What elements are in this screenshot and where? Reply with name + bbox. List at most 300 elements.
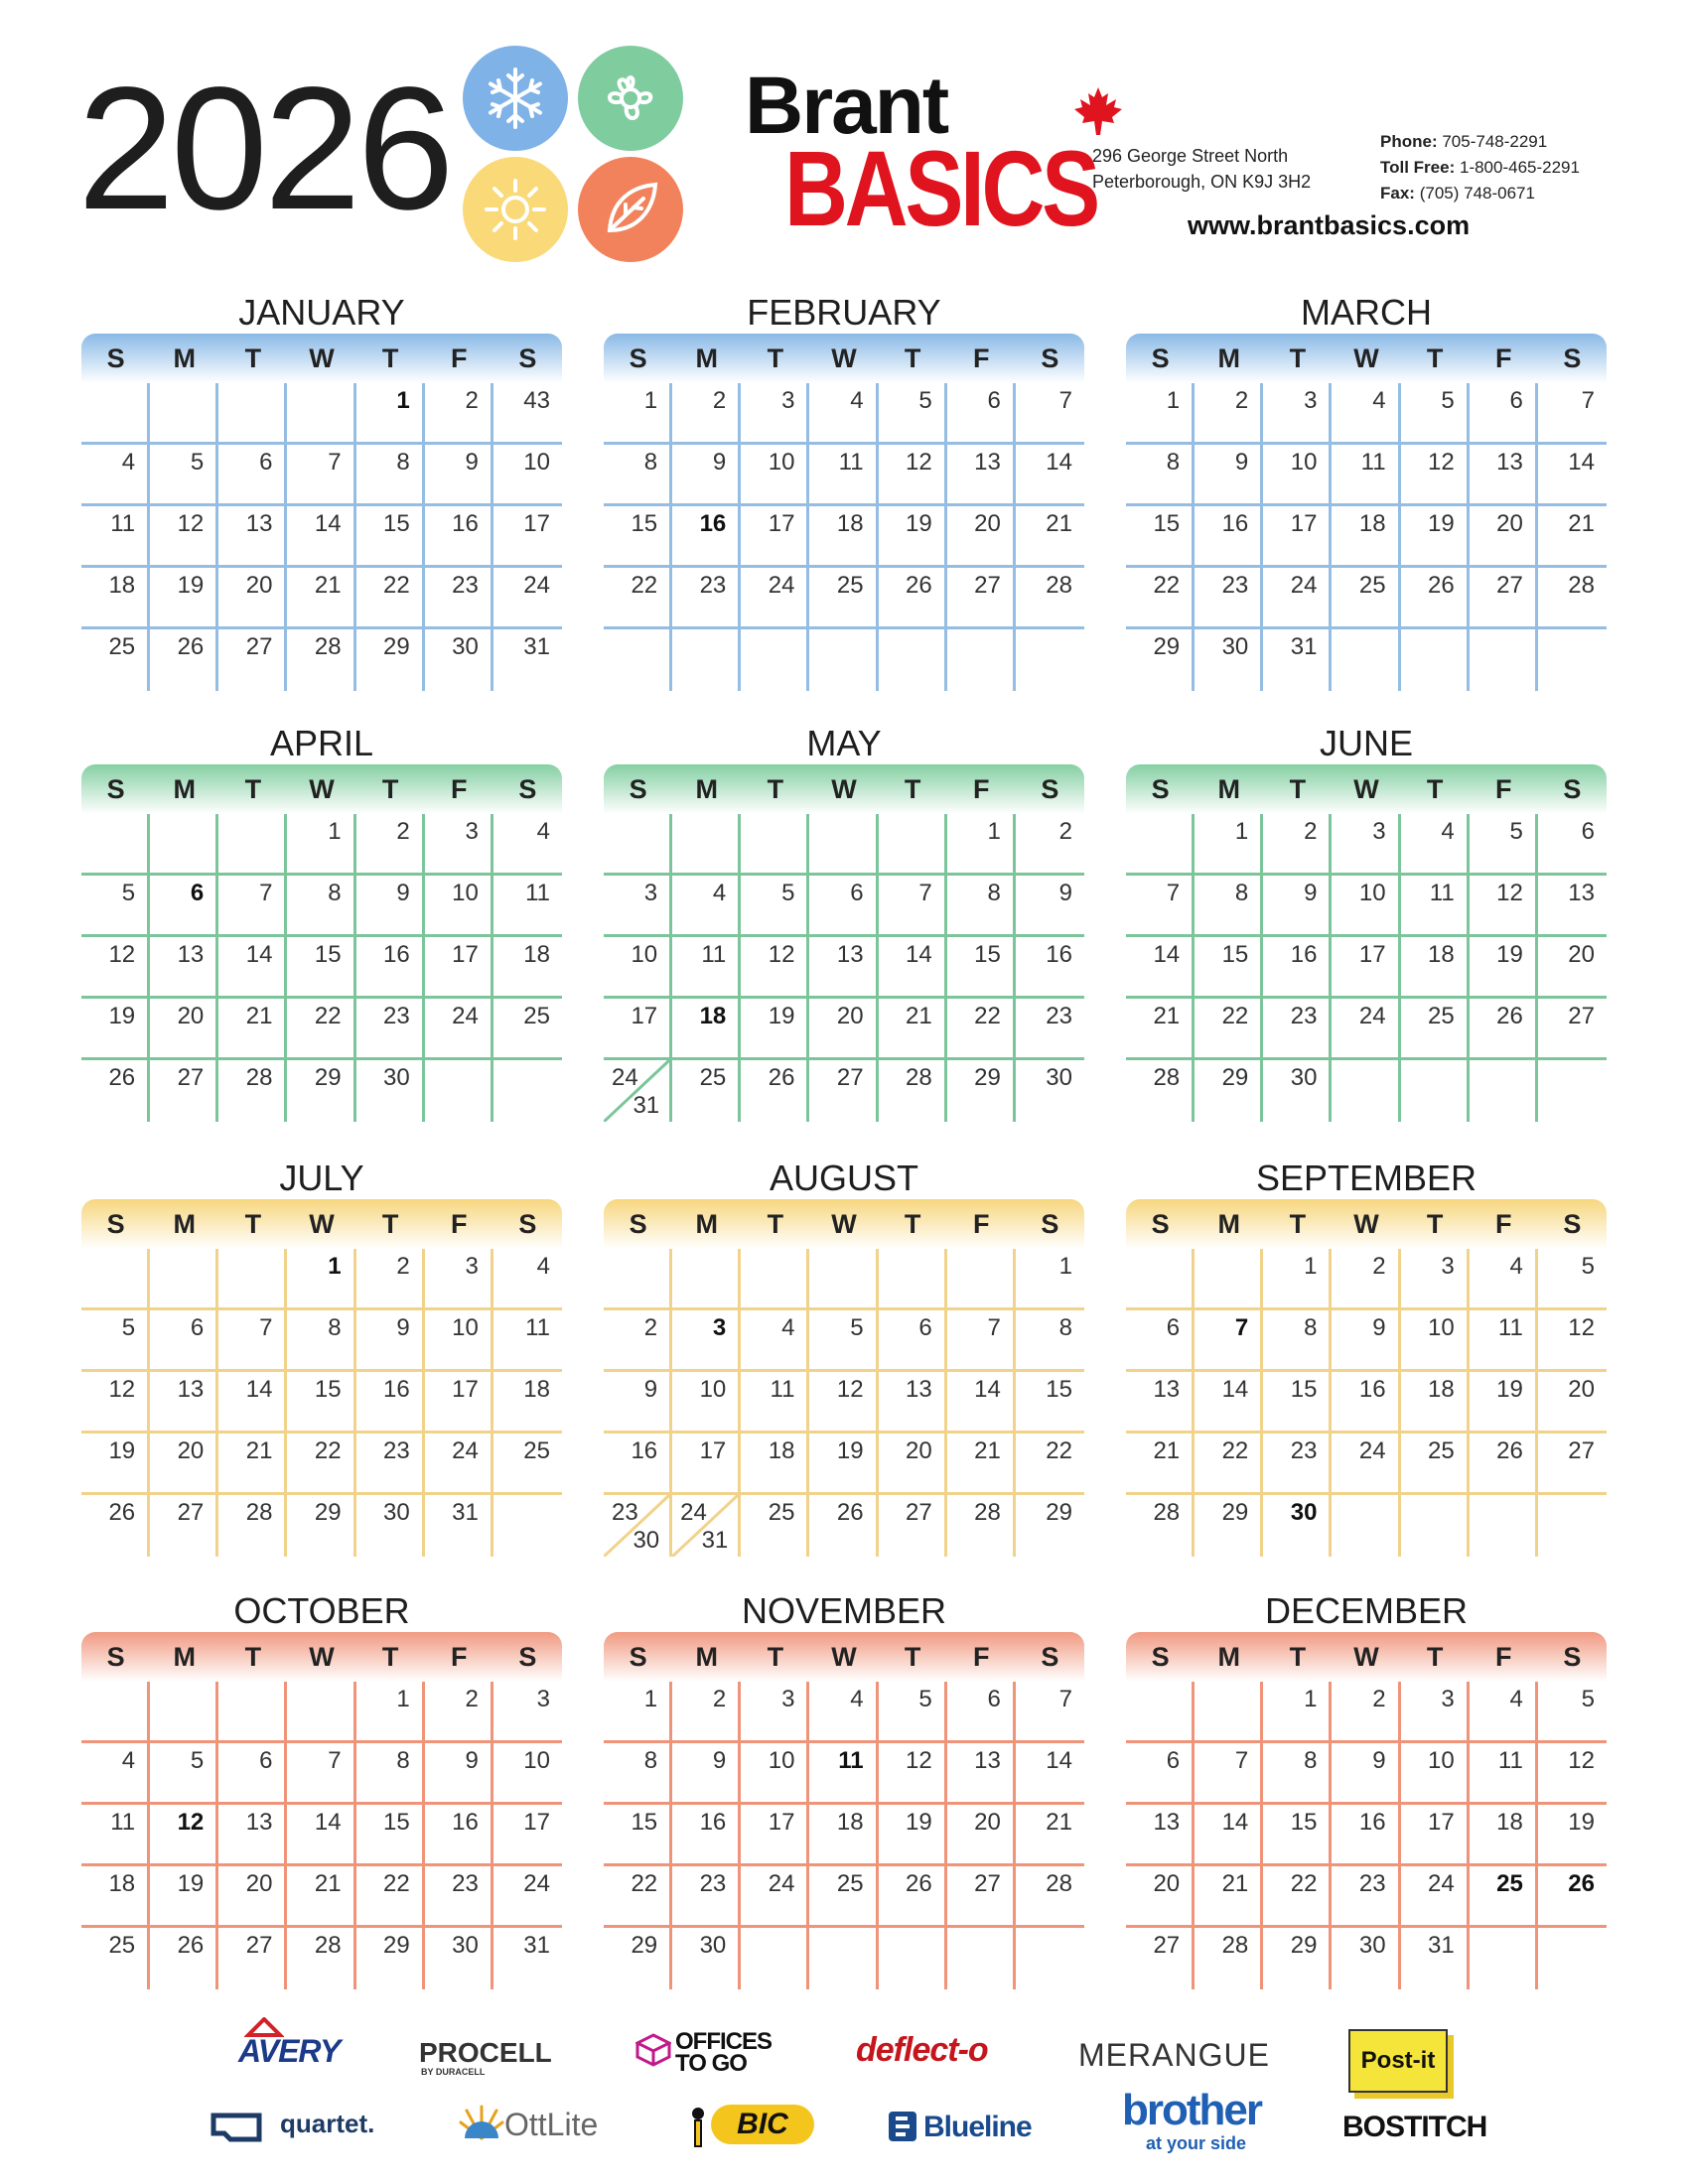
day-cell: 11 xyxy=(81,506,150,568)
day-cell xyxy=(493,1060,562,1122)
brand-procell: PROCELL xyxy=(419,2037,552,2068)
day-cell: 16 xyxy=(356,937,425,999)
day-cell: 22 xyxy=(604,1866,672,1928)
day-cell xyxy=(809,814,878,876)
day-cell xyxy=(150,1682,218,1743)
day-cell: 11 xyxy=(1470,1310,1538,1372)
day-cell: 27 xyxy=(218,629,287,691)
month-december xyxy=(1126,1590,1607,1989)
day-cell: 3 xyxy=(493,1682,562,1743)
day-cell xyxy=(741,814,809,876)
day-cell: 10 xyxy=(672,1372,741,1433)
day-cell: 13 xyxy=(809,937,878,999)
weekday-header xyxy=(81,764,562,814)
weekday-label: F xyxy=(451,773,468,804)
brand-procell-sub: BY DURACELL xyxy=(421,2067,486,2077)
day-cell: 15 xyxy=(287,1372,355,1433)
day-cell: 26 xyxy=(1401,568,1470,629)
day-cell: 14 xyxy=(879,937,947,999)
day-cell: 30 xyxy=(1332,1928,1400,1989)
day-cell xyxy=(947,1249,1016,1310)
day-cell: 27 xyxy=(150,1060,218,1122)
day-cell: 17 xyxy=(604,999,672,1060)
day-cell: 1 xyxy=(287,814,355,876)
day-cell: 4 xyxy=(81,1743,150,1805)
website-link[interactable]: www.brantbasics.com xyxy=(1188,210,1471,240)
day-cell: 14 xyxy=(1195,1372,1263,1433)
day-cell: 29 xyxy=(1126,629,1195,691)
weekday-label: S xyxy=(1563,342,1582,373)
weekday-label: S xyxy=(1563,1208,1582,1239)
day-cell: 2 xyxy=(1332,1249,1400,1310)
weekday-label: S xyxy=(518,1641,537,1672)
day-cell xyxy=(287,1682,355,1743)
weekday-label: T xyxy=(1289,773,1307,804)
day-cell: 31 xyxy=(425,1495,493,1557)
logo-basics-text: BASICS xyxy=(784,128,1097,248)
day-cell: 5 xyxy=(1401,383,1470,445)
day-cell: 27 xyxy=(947,568,1016,629)
day-cell: 28 xyxy=(1016,1866,1084,1928)
weekday-header xyxy=(1126,334,1607,383)
day-cell: 21 xyxy=(1016,506,1084,568)
day-cell: 30 xyxy=(425,629,493,691)
day-cell: 15 xyxy=(1016,1372,1084,1433)
day-cell: 4 xyxy=(493,814,562,876)
day-cell xyxy=(1016,1928,1084,1989)
day-cell: 15 xyxy=(1195,937,1263,999)
weekday-label: W xyxy=(309,342,335,373)
day-cell: 15 xyxy=(356,506,425,568)
weekday-label: S xyxy=(629,773,647,804)
day-cell: 7 xyxy=(1016,1682,1084,1743)
weekday-label: F xyxy=(1495,342,1512,373)
day-grid xyxy=(81,383,562,691)
day-cell: 11 xyxy=(672,937,741,999)
brand-bostitch: BOSTITCH xyxy=(1342,2111,1487,2143)
day-cell: 4 xyxy=(493,1249,562,1310)
day-cell: 31 xyxy=(523,633,550,660)
day-cell: 8 xyxy=(604,1743,672,1805)
day-cell: 26 xyxy=(150,1928,218,1989)
day-cell: 13 xyxy=(1126,1372,1195,1433)
day-cell: 22 xyxy=(1016,1433,1084,1495)
weekday-label: M xyxy=(695,1641,718,1672)
weekday-label: T xyxy=(381,1208,399,1239)
offices-to-go-logo-mark xyxy=(635,2033,671,2067)
brand-offices-line1: OFFICES xyxy=(675,2028,773,2055)
day-cell: 5 xyxy=(1538,1682,1607,1743)
day-cell: 3 xyxy=(1263,383,1332,445)
day-cell: 29 xyxy=(356,629,425,691)
weekday-label: W xyxy=(1353,773,1379,804)
day-cell xyxy=(150,383,218,445)
month-july xyxy=(81,1158,562,1557)
day-cell: 25 xyxy=(809,1866,878,1928)
day-cell xyxy=(218,814,287,876)
day-cell xyxy=(1332,1060,1400,1122)
day-cell: 1 xyxy=(287,1249,355,1310)
day-cell xyxy=(1401,1495,1470,1557)
day-cell: 25 xyxy=(493,999,562,1060)
day-cell: 25 xyxy=(1332,568,1400,629)
day-cell: 4 xyxy=(1470,1249,1538,1310)
day-cell: 18 xyxy=(1470,1805,1538,1866)
day-cell: 23 xyxy=(1332,1866,1400,1928)
weekday-label: M xyxy=(1217,1208,1240,1239)
day-cell: 1 xyxy=(356,383,425,445)
brant-basics-logo xyxy=(745,61,1122,254)
day-cell: 16 xyxy=(1016,937,1084,999)
weekday-header xyxy=(604,764,1084,814)
weekday-label: T xyxy=(767,1641,784,1672)
day-grid xyxy=(604,1682,1084,1989)
day-cell: 28 xyxy=(287,1928,355,1989)
weekday-label: M xyxy=(1217,773,1240,804)
weekday-label: S xyxy=(1041,773,1059,804)
fax-number: (705) 748-0671 xyxy=(1419,184,1535,203)
weekday-label: M xyxy=(695,342,718,373)
day-cell: 18 xyxy=(1332,506,1400,568)
day-cell: 8 xyxy=(1263,1743,1332,1805)
day-cell: 24 xyxy=(1263,568,1332,629)
day-cell: 6 xyxy=(1126,1310,1195,1372)
day-cell xyxy=(809,629,878,691)
day-cell: 22 xyxy=(1195,999,1263,1060)
day-cell: 27 xyxy=(218,1928,287,1989)
day-cell xyxy=(809,1249,878,1310)
day-cell xyxy=(1332,629,1400,691)
weekday-label: W xyxy=(1353,1641,1379,1672)
day-cell: 22 xyxy=(604,568,672,629)
day-cell: 6 xyxy=(1538,814,1607,876)
day-cell: 14 xyxy=(1195,1805,1263,1866)
day-cell: 6 xyxy=(218,1743,287,1805)
weekday-label: W xyxy=(831,1208,857,1239)
day-cell: 27 xyxy=(150,1495,218,1557)
day-cell: 21 xyxy=(1126,999,1195,1060)
day-cell: 2 xyxy=(672,1682,741,1743)
day-grid xyxy=(1126,383,1607,691)
day-cell: 22 xyxy=(1195,1433,1263,1495)
weekday-label: M xyxy=(695,773,718,804)
day-cell: 17 xyxy=(1263,506,1332,568)
day-cell: 20 xyxy=(947,506,1016,568)
day-cell: 5 xyxy=(150,445,218,506)
day-cell xyxy=(741,1928,809,1989)
day-cell: 4 xyxy=(741,1310,809,1372)
day-cell: 7 xyxy=(947,1310,1016,1372)
day-cell: 27 xyxy=(809,1060,878,1122)
day-cell xyxy=(604,1249,672,1310)
day-cell: 5 xyxy=(879,383,947,445)
day-cell: 3 xyxy=(1401,1682,1470,1743)
day-cell: 8 xyxy=(287,876,355,937)
day-cell: 25 xyxy=(809,568,878,629)
weekday-label: F xyxy=(973,1208,990,1239)
day-grid xyxy=(604,1249,1084,1557)
day-cell: 15 xyxy=(604,1805,672,1866)
day-cell: 27 xyxy=(879,1495,947,1557)
day-cell: 29 xyxy=(1195,1060,1263,1122)
day-cell: 30 xyxy=(1263,1060,1332,1122)
day-cell: 22 xyxy=(287,999,355,1060)
weekday-header xyxy=(1126,1199,1607,1249)
month-june xyxy=(1126,723,1607,1122)
weekday-label: T xyxy=(244,342,262,373)
day-cell xyxy=(1195,1682,1263,1743)
day-cell: 2 xyxy=(604,1310,672,1372)
day-cell: 11 xyxy=(493,1310,562,1372)
weekday-label: W xyxy=(831,773,857,804)
day-cell xyxy=(947,629,1016,691)
day-cell: 23 xyxy=(672,568,741,629)
day-cell: 24 xyxy=(1401,1866,1470,1928)
weekday-label: S xyxy=(1563,773,1582,804)
day-cell: 28 xyxy=(218,1060,287,1122)
month-title: AUGUST xyxy=(769,1158,918,1198)
day-cell: 21 xyxy=(218,999,287,1060)
weekday-label: T xyxy=(1426,1208,1444,1239)
day-cell: 20 xyxy=(879,1433,947,1495)
brand-postit: Post-it xyxy=(1348,2029,1448,2093)
day-cell: 6 xyxy=(1470,383,1538,445)
day-cell: 3 xyxy=(425,814,493,876)
day-cell: 26 xyxy=(879,568,947,629)
day-cell: 25 xyxy=(1470,1866,1538,1928)
day-cell: 17 xyxy=(425,1372,493,1433)
day-cell: 11 xyxy=(1332,445,1400,506)
ottlite-logo-mark xyxy=(459,2103,504,2142)
day-cell: 11 xyxy=(809,1743,878,1805)
weekday-label: W xyxy=(1353,1208,1379,1239)
day-cell: 20 xyxy=(1538,1372,1607,1433)
weekday-label: W xyxy=(831,342,857,373)
day-cell: 6 xyxy=(218,445,287,506)
day-cell: 6 xyxy=(947,1682,1016,1743)
day-cell: 9 xyxy=(604,1372,672,1433)
day-cell: 21 xyxy=(287,568,355,629)
weekday-label: T xyxy=(1426,1641,1444,1672)
weekday-label: S xyxy=(1041,342,1059,373)
day-cell xyxy=(1126,1249,1195,1310)
weekday-label: W xyxy=(309,773,335,804)
day-cell: 26 xyxy=(1470,1433,1538,1495)
day-cell: 5 xyxy=(1470,814,1538,876)
month-title: DECEMBER xyxy=(1264,1590,1469,1631)
day-cell: 16 xyxy=(425,506,493,568)
day-cell: 20 xyxy=(150,1433,218,1495)
day-cell: 19 xyxy=(809,1433,878,1495)
day-cell: 18 xyxy=(493,937,562,999)
day-cell: 24 xyxy=(1332,999,1400,1060)
day-cell: 8 xyxy=(1263,1310,1332,1372)
day-cell: 8 xyxy=(287,1310,355,1372)
quartet-logo-mark xyxy=(211,2113,262,2142)
day-cell: 16 xyxy=(1195,506,1263,568)
day-cell: 7 xyxy=(1126,876,1195,937)
brand-bic: BIC xyxy=(711,2105,814,2144)
day-cell: 17 xyxy=(493,1805,562,1866)
day-cell: 28 xyxy=(287,629,355,691)
day-cell: 23 xyxy=(425,1866,493,1928)
day-cell: 17 xyxy=(741,1805,809,1866)
day-cell: 6 xyxy=(150,1310,218,1372)
day-cell xyxy=(1332,1495,1400,1557)
weekday-label: F xyxy=(451,1208,468,1239)
day-cell: 4 xyxy=(809,1682,878,1743)
day-cell: 12 xyxy=(1538,1310,1607,1372)
day-cell: 1 xyxy=(1263,1249,1332,1310)
month-title: SEPTEMBER xyxy=(1255,1158,1477,1198)
day-cell: 5 xyxy=(1538,1249,1607,1310)
day-cell: 17 xyxy=(1401,1805,1470,1866)
day-cell xyxy=(1401,1060,1470,1122)
day-cell: 23 xyxy=(1263,1433,1332,1495)
day-cell: 26 xyxy=(1470,999,1538,1060)
day-cell: 1 xyxy=(1016,1249,1084,1310)
day-cell: 6 xyxy=(1126,1743,1195,1805)
day-cell: 12 xyxy=(81,1372,150,1433)
month-title: JULY xyxy=(279,1158,364,1198)
day-cell: 9 xyxy=(425,1743,493,1805)
day-cell xyxy=(218,383,287,445)
day-cell: 1 xyxy=(1263,1682,1332,1743)
fax-label: Fax: xyxy=(1380,184,1415,203)
day-cell: 6 xyxy=(947,383,1016,445)
day-cell: 27 xyxy=(1126,1928,1195,1989)
day-cell: 14 xyxy=(218,937,287,999)
day-cell xyxy=(604,1495,672,1557)
month-october xyxy=(81,1590,562,1989)
weekday-label: F xyxy=(1495,1208,1512,1239)
day-number: 23 xyxy=(612,1499,638,1526)
day-cell: 3 xyxy=(1332,814,1400,876)
brand-brother: brother xyxy=(1122,2086,1261,2134)
day-cell: 19 xyxy=(150,1866,218,1928)
day-cell: 3 xyxy=(741,1682,809,1743)
header xyxy=(0,0,1688,288)
day-cell: 21 xyxy=(1538,506,1607,568)
month-title: FEBRUARY xyxy=(747,292,941,333)
day-cell: 28 xyxy=(1126,1495,1195,1557)
weekday-label: S xyxy=(106,1208,125,1239)
brand-avery: AVERY xyxy=(238,2033,341,2069)
day-cell: 12 xyxy=(879,1743,947,1805)
weekday-label: T xyxy=(381,773,399,804)
day-cell: 8 xyxy=(1195,876,1263,937)
day-cell: 30 xyxy=(1195,629,1263,691)
weekday-label: M xyxy=(695,1208,718,1239)
day-cell: 15 xyxy=(287,937,355,999)
day-cell: 7 xyxy=(1538,383,1607,445)
weekday-header xyxy=(81,1199,562,1249)
day-cell: 7 xyxy=(218,1310,287,1372)
day-cell: 10 xyxy=(1263,445,1332,506)
day-cell: 8 xyxy=(1126,445,1195,506)
day-cell: 4 xyxy=(1332,383,1400,445)
month-title: APRIL xyxy=(269,723,374,763)
month-title: MARCH xyxy=(1301,292,1432,333)
day-cell: 12 xyxy=(81,937,150,999)
day-cell: 11 xyxy=(493,876,562,937)
weekday-label: T xyxy=(767,773,784,804)
day-cell: 20 xyxy=(218,568,287,629)
weekday-label: S xyxy=(1151,1208,1170,1239)
weekday-header xyxy=(1126,764,1607,814)
day-grid xyxy=(1126,814,1607,1122)
day-cell: 10 xyxy=(425,1310,493,1372)
day-cell: 2 xyxy=(1195,383,1263,445)
day-cell: 19 xyxy=(81,999,150,1060)
day-cell: 14 xyxy=(1538,445,1607,506)
day-cell: 22 xyxy=(947,999,1016,1060)
day-cell: 3 xyxy=(425,1249,493,1310)
day-cell: 24 xyxy=(493,568,562,629)
day-cell: 13 xyxy=(218,1805,287,1866)
day-cell: 24 xyxy=(425,1433,493,1495)
day-cell: 30 xyxy=(672,1928,741,1989)
day-cell: 22 xyxy=(287,1433,355,1495)
weekday-label: W xyxy=(309,1641,335,1672)
day-cell: 29 xyxy=(1046,1499,1072,1526)
day-cell: 28 xyxy=(879,1060,947,1122)
day-cell: 13 xyxy=(218,506,287,568)
day-cell: 25 xyxy=(81,1928,150,1989)
day-cell: 12 xyxy=(1538,1743,1607,1805)
day-cell: 16 xyxy=(356,1372,425,1433)
day-cell: 28 xyxy=(1195,1928,1263,1989)
day-cell: 5 xyxy=(879,1682,947,1743)
day-cell: 21 xyxy=(1195,1866,1263,1928)
month-september xyxy=(1126,1158,1607,1557)
day-cell: 9 xyxy=(425,445,493,506)
day-cell xyxy=(1126,814,1195,876)
weekday-label: S xyxy=(629,342,647,373)
day-cell: 10 xyxy=(1401,1743,1470,1805)
day-number: 24 xyxy=(612,1064,638,1091)
day-cell: 26 xyxy=(879,1866,947,1928)
day-cell: 23 xyxy=(1016,999,1084,1060)
flower-icon xyxy=(578,46,683,151)
day-cell: 12 xyxy=(150,506,218,568)
day-cell: 9 xyxy=(1332,1743,1400,1805)
weekday-label: F xyxy=(451,342,468,373)
day-cell: 30 xyxy=(425,1928,493,1989)
weekday-label: W xyxy=(1353,342,1379,373)
day-cell: 24 xyxy=(1332,1433,1400,1495)
day-number: 30 xyxy=(633,1527,660,1554)
weekday-label: F xyxy=(973,342,990,373)
day-cell: 1 xyxy=(604,383,672,445)
day-cell: 9 xyxy=(1195,445,1263,506)
day-cell: 18 xyxy=(809,506,878,568)
day-cell: 10 xyxy=(604,937,672,999)
weekday-label: S xyxy=(629,1641,647,1672)
day-cell xyxy=(1126,1682,1195,1743)
day-cell xyxy=(81,814,150,876)
day-grid xyxy=(81,814,562,1122)
weekday-label: F xyxy=(1495,773,1512,804)
day-cell: 30 xyxy=(356,1495,425,1557)
day-cell xyxy=(81,1682,150,1743)
day-cell: 21 xyxy=(287,1866,355,1928)
day-cell xyxy=(672,1249,741,1310)
year-title: 2026 xyxy=(77,52,451,246)
weekday-header xyxy=(1126,1632,1607,1682)
day-cell xyxy=(672,814,741,876)
day-cell: 29 xyxy=(287,1495,355,1557)
